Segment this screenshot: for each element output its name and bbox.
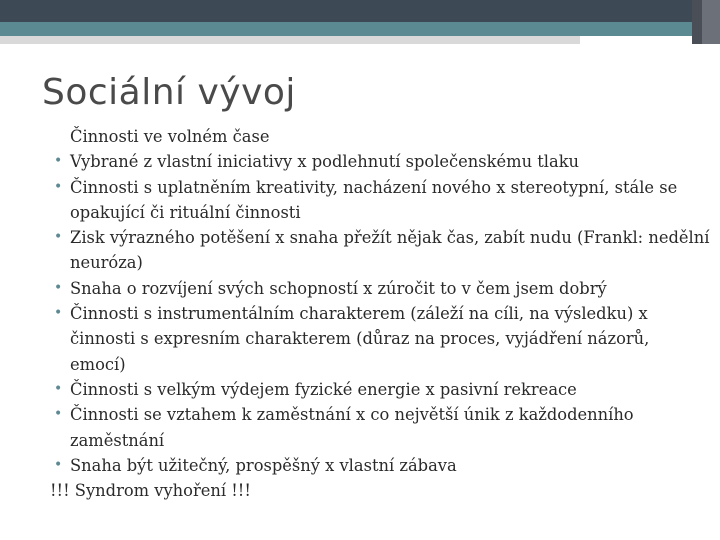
- bullet-item: [50, 175, 710, 226]
- top-bar-light: [0, 36, 580, 44]
- bullet-icon: •: [54, 229, 63, 246]
- bullet-text: Snaha být užitečný, prospěšný x vlastní zábava: [70, 455, 457, 475]
- bullet-icon: •: [54, 178, 63, 195]
- bullet-item: [50, 453, 710, 478]
- bullet-item: [50, 225, 710, 276]
- top-bar-teal: [0, 22, 692, 36]
- bullet-item: [50, 149, 710, 174]
- bullet-icon: •: [54, 380, 63, 397]
- intro-line: Činnosti ve volném čase: [70, 127, 270, 146]
- bullet-icon: •: [54, 406, 63, 423]
- bullet-item: [50, 402, 710, 453]
- bullet-text: Činnosti s velkým výdejem fyzické energie x pasivní rekreace: [70, 379, 577, 399]
- bullet-item: [50, 377, 710, 402]
- bullet-icon: •: [54, 279, 63, 296]
- slide-content: [50, 124, 710, 503]
- bullet-text: Vybrané z vlastní iniciativy x podlehnutí společenskému tlaku: [70, 152, 580, 172]
- bullet-text: Zisk výrazného potěšení x snaha přežít nějak čas, zabít nudu (Frankl: nedělní neuróza): [70, 228, 710, 273]
- slide-title: Sociální vývoj: [42, 72, 296, 113]
- bullet-list: [50, 149, 710, 478]
- bullet-text: Snaha o rozvíjení svých schopností x zúročit to v čem jsem dobrý: [70, 278, 607, 298]
- bullet-text: Činnosti s instrumentálním charakterem (záleží na cíli, na výsledku) x činnosti s expresním charakterem (důraz na proces, vyjádření názorů, emocí): [70, 304, 650, 374]
- bullet-icon: •: [54, 153, 63, 170]
- corner-block-dark: [692, 0, 702, 44]
- bullet-icon: •: [54, 456, 63, 473]
- bullet-icon: •: [54, 305, 63, 322]
- bullet-text: Činnosti se vztahem k zaměstnání x co největší únik z každodenního zaměstnání: [70, 405, 634, 450]
- bullet-text: Činnosti s uplatněním kreativity, nacházení nového x stereotypní, stále se opakující či rituální činnosti: [70, 177, 678, 222]
- top-bar-dark: [0, 0, 720, 22]
- closing-line: !!! Syndrom vyhoření !!!: [50, 481, 251, 501]
- bullet-item: [50, 276, 710, 301]
- bullet-item: [50, 301, 710, 377]
- corner-block-gray: [702, 0, 720, 44]
